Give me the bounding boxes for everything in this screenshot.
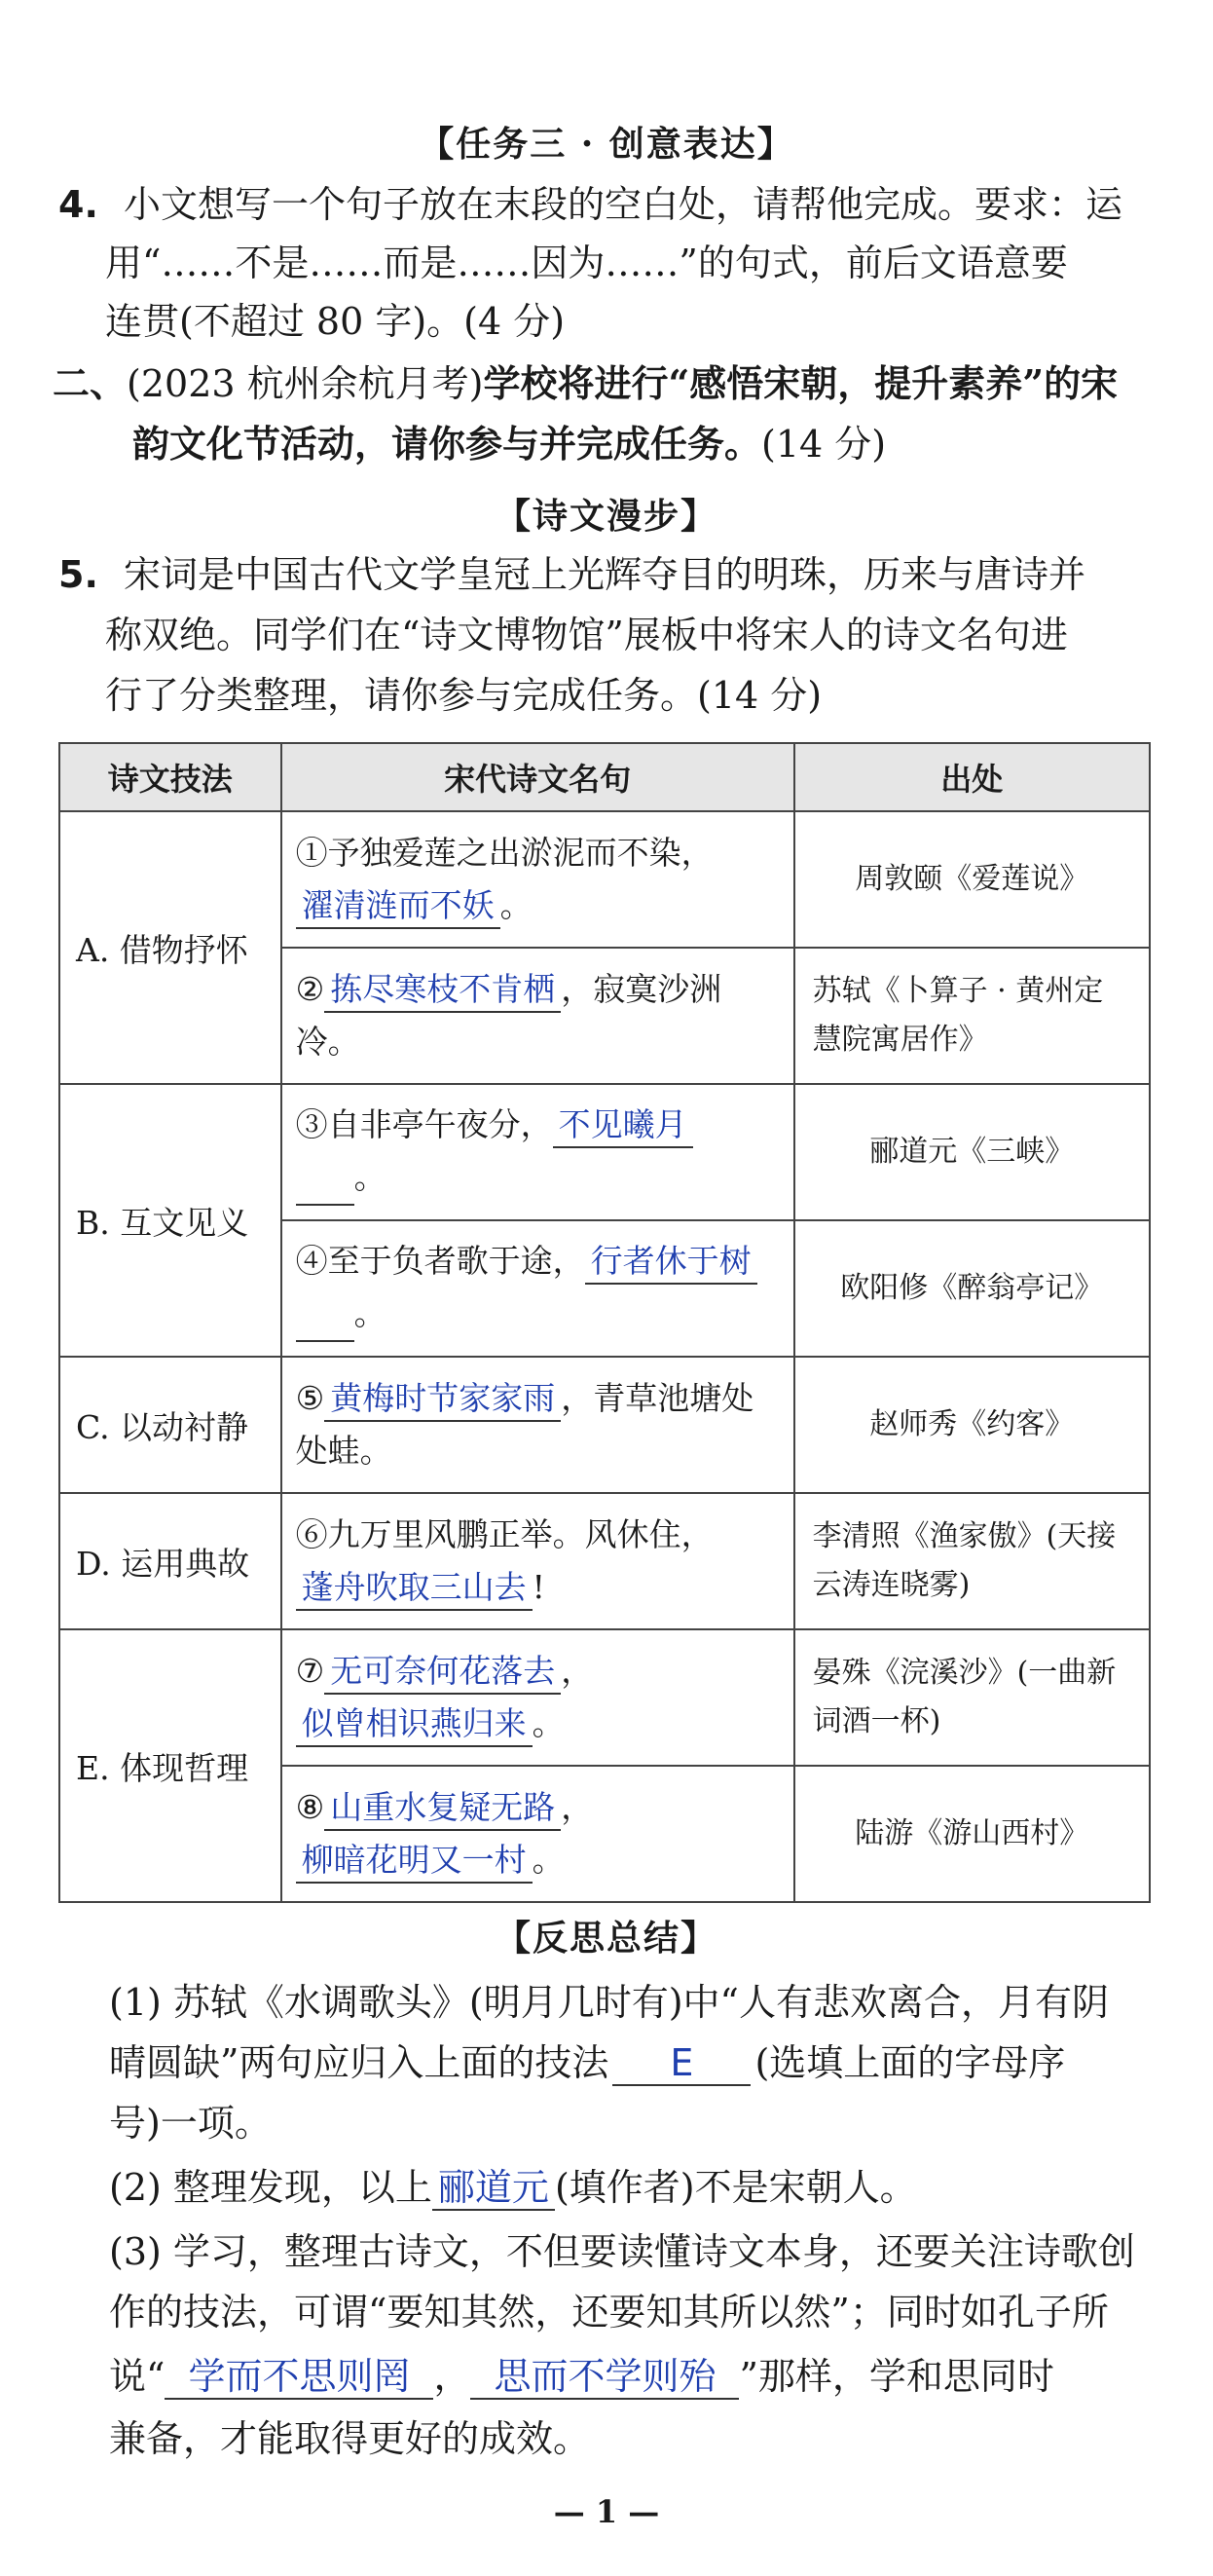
r1-line1: (1) 苏轼《水调歌头》(明月几时有)中“人有悲欢离合，月有阴 bbox=[109, 1981, 1109, 2024]
verse-cell-5 bbox=[281, 1357, 794, 1493]
verse-cell-6 bbox=[281, 1493, 794, 1629]
r2-text: (2) 整理发现，以上 bbox=[109, 2166, 432, 2209]
technique-b: B. 互文见义 bbox=[59, 1084, 281, 1357]
r3-line1: (3) 学习，整理古诗文，不但要读懂诗文本身，还要关注诗歌创 bbox=[109, 2230, 1135, 2273]
header-technique: 诗文技法 bbox=[59, 743, 281, 811]
source-6: 李清照《渔家傲》(天接云涛连晓雾) bbox=[794, 1493, 1150, 1629]
source-4: 欧阳修《醉翁亭记》 bbox=[794, 1220, 1150, 1357]
part2-source: (2023 杭州余杭月考) bbox=[127, 362, 484, 405]
technique-c: C. 以动衬静 bbox=[59, 1357, 281, 1493]
verse-text: ，寂寞沙洲冷。 bbox=[295, 970, 722, 1061]
verse-text: ④至于负者歌于途， bbox=[295, 1242, 585, 1280]
part2-score: (14 分) bbox=[761, 423, 887, 466]
r1-text: (选填上面的字母序 bbox=[754, 2041, 1066, 2084]
verse-text: 。 bbox=[532, 1841, 565, 1879]
q4-text-line1: 小文想写一个句子放在末段的空白处，请帮他完成。要求：运 bbox=[123, 183, 1122, 226]
source-2: 苏轼《卜算子 · 黄州定慧院寓居作》 bbox=[794, 948, 1150, 1084]
r3-line2: 作的技法，可谓“要知其然，还要知其所以然”；同时如孔子所 bbox=[109, 2291, 1109, 2333]
verse-text: ⑥九万里风鹏正举。风休住， bbox=[295, 1515, 714, 1553]
q5-number: 5. bbox=[58, 553, 98, 596]
answer-5: 黄梅时节家家雨 bbox=[324, 1377, 561, 1422]
header-verse: 宋代诗文名句 bbox=[281, 743, 794, 811]
r3-text: ， bbox=[433, 2355, 471, 2398]
q5-text-line2: 称双绝。同学们在“诗文博物馆”展板中将宋人的诗文名句进 bbox=[105, 614, 1068, 656]
verse-text: ， bbox=[561, 1652, 594, 1690]
r1-answer: E bbox=[612, 2041, 751, 2086]
r3-text: ”那样，学和思同时 bbox=[739, 2355, 1054, 2398]
verse-text: ①予独爱莲之出淤泥而不染， bbox=[295, 834, 714, 872]
verse-cell-4 bbox=[281, 1220, 794, 1357]
r2-answer: 郦道元 bbox=[432, 2166, 555, 2211]
verse-text: ，青草池塘处处蛙。 bbox=[295, 1379, 754, 1470]
answer-8b: 柳暗花明又一村 bbox=[296, 1839, 533, 1884]
technique-a: A. 借物抒怀 bbox=[59, 811, 281, 1084]
answer-1: 濯清涟而不妖 bbox=[296, 884, 500, 929]
r1-line2 bbox=[109, 2039, 1065, 2086]
r3-line3 bbox=[109, 2353, 1054, 2400]
r3-answer-1: 学而不思则罔 bbox=[165, 2355, 433, 2400]
header-source: 出处 bbox=[794, 743, 1150, 811]
answer-7b: 似曾相识燕归来 bbox=[296, 1702, 533, 1747]
table-row bbox=[59, 811, 1150, 948]
verse-text: ③自非亭午夜分， bbox=[295, 1105, 553, 1143]
verse-text: 。 bbox=[499, 886, 533, 924]
source-8: 陆游《游山西村》 bbox=[794, 1766, 1150, 1902]
verse-text: ⑤ bbox=[295, 1379, 325, 1417]
q4-text-line3: 连贯(不超过 80 字)。(4 分) bbox=[105, 300, 566, 343]
q5-text-line3: 行了分类整理，请你参与完成任务。(14 分) bbox=[105, 674, 823, 717]
verse-text: ⑧ bbox=[295, 1788, 325, 1826]
answer-6: 蓬舟吹取三山去 bbox=[296, 1566, 533, 1611]
source-5: 赵师秀《约客》 bbox=[794, 1357, 1150, 1493]
answer-blank bbox=[296, 1288, 354, 1342]
poem-walk-title: 【诗文漫步】 bbox=[495, 496, 717, 537]
technique-d: D. 运用典故 bbox=[59, 1493, 281, 1629]
poem-table bbox=[58, 742, 1151, 1903]
answer-2: 拣尽寒枝不肯栖 bbox=[324, 968, 561, 1013]
source-1: 周敦颐《爱莲说》 bbox=[794, 811, 1150, 948]
r3-line4: 兼备，才能取得更好的成效。 bbox=[109, 2417, 591, 2460]
r1-line3: 号)一项。 bbox=[109, 2102, 272, 2145]
table-row bbox=[59, 1493, 1150, 1629]
verse-cell-2 bbox=[281, 948, 794, 1084]
table-row bbox=[59, 1357, 1150, 1493]
q4-text-line2: 用“……不是……而是……因为……”的句式，前后文语意要 bbox=[105, 242, 1068, 284]
verse-text: 。 bbox=[532, 1704, 565, 1742]
answer-4: 行者休于树 bbox=[585, 1240, 757, 1285]
r1-text: 晴圆缺”两句应归入上面的技法 bbox=[109, 2041, 609, 2084]
verse-cell-7 bbox=[281, 1629, 794, 1766]
page-number: — 1 — bbox=[553, 2493, 660, 2530]
q5-line1 bbox=[58, 551, 1085, 598]
q4-line1 bbox=[58, 181, 1122, 228]
q4-number: 4. bbox=[58, 183, 98, 226]
r2-line bbox=[109, 2164, 917, 2211]
reflect-title: 【反思总结】 bbox=[495, 1918, 717, 1959]
technique-e: E. 体现哲理 bbox=[59, 1629, 281, 1902]
part2-number: 二、 bbox=[53, 361, 128, 405]
verse-text: 。 bbox=[353, 1158, 386, 1196]
task3-title: 【任务三 · 创意表达】 bbox=[419, 124, 794, 165]
verse-text: 。 bbox=[353, 1294, 386, 1332]
verse-cell-8 bbox=[281, 1766, 794, 1902]
part2-text-line1: 学校将进行“感悟宋朝，提升素养”的宋 bbox=[483, 361, 1119, 405]
r3-text: 说“ bbox=[109, 2355, 165, 2398]
verse-cell-3 bbox=[281, 1084, 794, 1220]
answer-3: 不见曦月 bbox=[553, 1103, 693, 1148]
part2-text-line2: 韵文化节活动，请你参与并完成任务。 bbox=[132, 422, 762, 466]
verse-text: ② bbox=[295, 970, 325, 1008]
verse-cell-1 bbox=[281, 811, 794, 948]
r2-text: (填作者)不是宋朝人。 bbox=[554, 2166, 917, 2209]
r3-answer-2: 思而不学则殆 bbox=[470, 2355, 739, 2400]
part2-line2 bbox=[132, 421, 886, 467]
answer-blank bbox=[296, 1151, 354, 1206]
table-row bbox=[59, 1084, 1150, 1220]
answer-7a: 无可奈何花落去 bbox=[324, 1650, 561, 1695]
verse-text: ⑦ bbox=[295, 1652, 325, 1690]
table-header-row bbox=[59, 743, 1150, 811]
table-row bbox=[59, 1629, 1150, 1766]
verse-text: ， bbox=[561, 1788, 594, 1826]
part2-line1 bbox=[53, 360, 1118, 407]
source-7: 晏殊《浣溪沙》(一曲新词酒一杯) bbox=[794, 1629, 1150, 1766]
answer-8a: 山重水复疑无路 bbox=[324, 1786, 561, 1831]
source-3: 郦道元《三峡》 bbox=[794, 1084, 1150, 1220]
q5-text-line1: 宋词是中国古代文学皇冠上光辉夺目的明珠，历来与唐诗并 bbox=[123, 553, 1085, 596]
verse-text: ! bbox=[532, 1568, 545, 1606]
